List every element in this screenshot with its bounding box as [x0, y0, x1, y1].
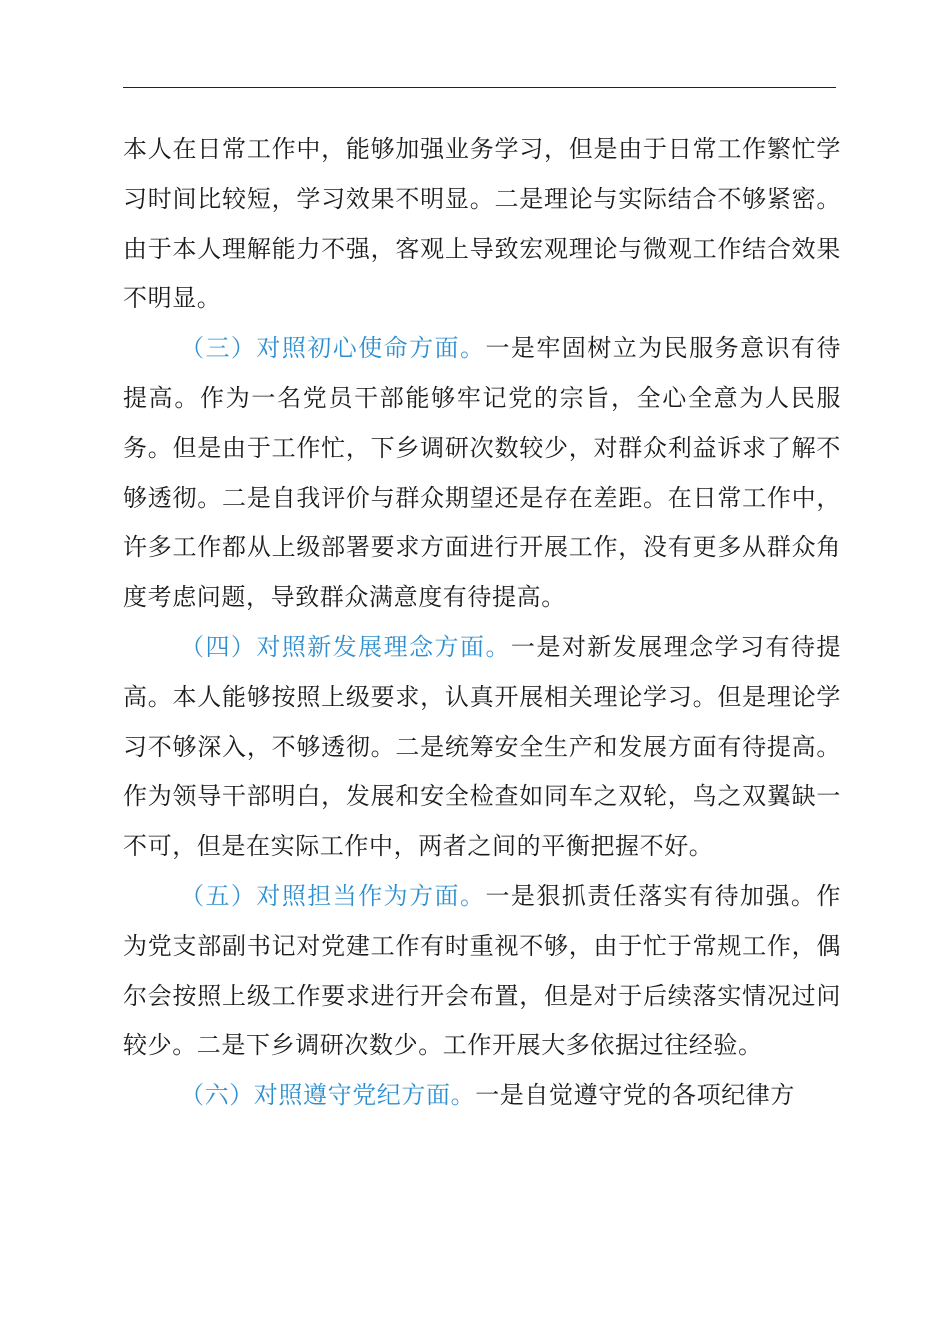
section-heading: （四）对照新发展理念方面。: [180, 632, 511, 661]
header-rule: [123, 87, 836, 88]
paragraph-text: 一是狠抓责任落实有待加强。作为党支部副书记对党建工作有时重视不够，由于忙于常规工作，偶尔会按照上级工作要求进行开会布置，但是对于后续落实情况过问较少。二是下乡调研次数少。工作开展大多依据过往经验。: [123, 881, 841, 1060]
document-body: [123, 125, 841, 1121]
paragraph-text: 一是牢固树立为民服务意识有待提高。作为一名党员干部能够牢记党的宗旨，全心全意为人民服务。但是由于工作忙，下乡调研次数较少，对群众利益诉求了解不够透彻。二是自我评价与群众期望还是存在差距。在日常工作中，许多工作都从上级部署要求方面进行开展工作，没有更多从群众角度考虑问题，导致群众满意度有待提高。: [123, 334, 841, 612]
paragraph-section-6: [123, 1071, 841, 1121]
section-heading: （六）对照遵守党纪方面。: [180, 1081, 476, 1110]
section-heading: （三）对照初心使命方面。: [180, 334, 486, 363]
paragraph-text: 一是对新发展理念学习有待提高。本人能够按照上级要求，认真开展相关理论学习。但是理论学习不够深入，不够透彻。二是统筹安全生产和发展方面有待提高。作为领导干部明白，发展和安全检查如同车之双轮，鸟之双翼缺一不可，但是在实际工作中，两者之间的平衡把握不好。: [123, 632, 841, 861]
section-heading: （五）对照担当作为方面。: [180, 881, 486, 910]
paragraph-section-5: [123, 872, 841, 1071]
paragraph-section-4: [123, 623, 841, 872]
paragraph-text: 一是自觉遵守党的各项纪律方: [475, 1081, 796, 1110]
paragraph-section-3: [123, 324, 841, 623]
paragraph-text: 本人在日常工作中，能够加强业务学习，但是由于日常工作繁忙学习时间比较短，学习效果不明显。二是理论与实际结合不够紧密。由于本人理解能力不强，客观上导致宏观理论与微观工作结合效果不明显。: [123, 135, 841, 313]
paragraph-continuation: [123, 125, 841, 324]
